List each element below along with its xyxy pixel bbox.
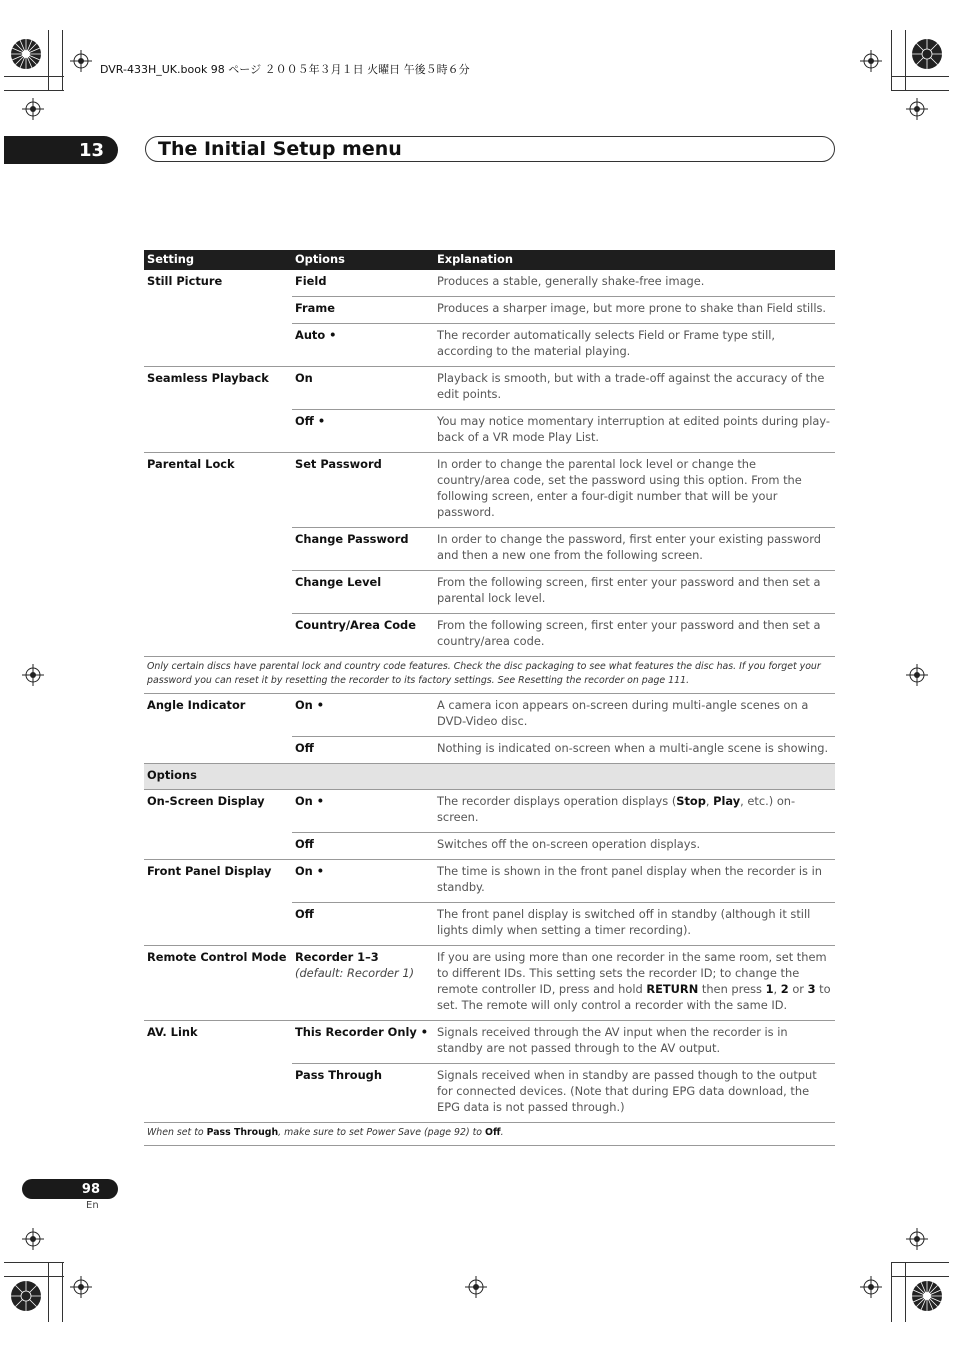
section-title-options: Options: [144, 764, 835, 790]
option-name: On •: [292, 860, 434, 903]
setting-name: Angle Indicator: [147, 698, 246, 712]
option-explanation: Signals received through the AV input when the recorder is in standby are not passed through to the AV output.: [434, 1021, 835, 1064]
option-explanation: Switches off the on-screen operation displays.: [434, 833, 835, 860]
table-row: [144, 860, 835, 903]
bold-term: RETURN: [646, 982, 699, 996]
setting-name: Still Picture: [147, 274, 223, 288]
table-row: [144, 453, 835, 528]
parental-lock-note: Only certain discs have parental lock and country code features. Check the disc packaging to see what features the disc has. If you forget your password you can reset it by resetting the recorder to its factory settings. See Resetting the recorder on page 111.: [144, 657, 835, 694]
option-explanation: In order to change the password, first enter your existing password and then a new one from the following screen.: [434, 528, 835, 571]
registration-crosshair-icon: [22, 1228, 44, 1250]
text-fragment: .: [500, 1127, 504, 1138]
header-explanation: Explanation: [434, 250, 835, 270]
setting-name: On-Screen Display: [144, 790, 292, 860]
option-explanation: Produces a sharper image, but more prone to shake than Field stills.: [434, 297, 835, 324]
option-explanation: The recorder automatically selects Field or Frame type still, according to the material playing.: [434, 324, 835, 367]
bold-term: Pass Through: [206, 1127, 279, 1138]
option-name: Off: [292, 737, 434, 764]
text-fragment: then press: [698, 982, 766, 996]
option-explanation: A camera icon appears on-screen during multi-angle scenes on a DVD-Video disc.: [437, 698, 809, 728]
option-explanation: Playback is smooth, but with a trade-off against the accuracy of the edit points.: [434, 367, 835, 410]
option-name: On: [292, 367, 434, 410]
table-note-row: [144, 1123, 835, 1146]
registration-crosshair-icon: [22, 664, 44, 686]
option-name: Country/Area Code: [292, 614, 434, 657]
option-name: Recorder 1–3: [295, 950, 379, 964]
table-row: [144, 1021, 835, 1064]
registration-wheel-icon: [10, 38, 42, 70]
text-fragment: ,: [773, 982, 781, 996]
option-name: Change Level: [292, 571, 434, 614]
option-explanation: Nothing is indicated on-screen when a multi-angle scene is showing.: [434, 737, 835, 764]
option-name: Field: [295, 274, 327, 288]
text-fragment: or: [788, 982, 808, 996]
option-explanation: [434, 790, 835, 833]
setting-name: AV. Link: [144, 1021, 292, 1123]
header-options: Options: [292, 250, 434, 270]
bold-term: 2: [780, 982, 789, 996]
text-fragment: If you are using more than one recorder in the same room, set them to different IDs. This setting sets the recorder ID; to change the remote controller ID, press and hold: [437, 950, 827, 996]
option-explanation: Signals received when in standby are passed though to the output for connected devices. (Note that during EPG data download, the EPG data is not passed through.): [434, 1064, 835, 1123]
registration-crosshair-icon: [906, 98, 928, 120]
page-number: 98: [22, 1179, 118, 1199]
option-explanation: [434, 946, 835, 1021]
table-row: [144, 946, 835, 1021]
option-explanation: The front panel display is switched off in standby (although it still lights dimly when setting a timer recording).: [434, 903, 835, 946]
registration-crosshair-icon: [906, 1228, 928, 1250]
option-name: On •: [292, 790, 434, 833]
header-setting: Setting: [144, 250, 292, 270]
text-fragment: When set to: [147, 1127, 207, 1138]
page-language: En: [86, 1200, 99, 1211]
table-header-row: [144, 250, 835, 270]
setting-name: Seamless Playback: [144, 367, 292, 453]
option-explanation: From the following screen, first enter your password and then set a country/area code.: [434, 614, 835, 657]
registration-crosshair-icon: [70, 1276, 92, 1298]
registration-crosshair-icon: [906, 664, 928, 686]
bold-term: Off: [484, 1127, 501, 1138]
option-explanation: In order to change the parental lock level or change the country/area code, set the password using this option. From the following screen, enter a four-digit number that will be your password.: [434, 453, 835, 528]
option-name: Change Password: [292, 528, 434, 571]
text-fragment: The recorder displays operation displays (: [437, 794, 677, 808]
option-name: Pass Through: [292, 1064, 434, 1123]
section-header-row: [144, 764, 835, 790]
chapter-title: The Initial Setup menu: [145, 136, 835, 162]
registration-crosshair-icon: [465, 1276, 487, 1298]
bold-term: Stop: [676, 794, 706, 808]
option-name: On •: [295, 698, 325, 712]
option-explanation: You may notice momentary interruption at edited points during play-back of a VR mode Play List.: [434, 410, 835, 453]
setting-name: Parental Lock: [144, 453, 292, 657]
settings-table: [144, 250, 835, 1146]
option-explanation: Produces a stable, generally shake-free image.: [437, 274, 705, 288]
option-name: Off: [292, 833, 434, 860]
table-row: [144, 367, 835, 410]
bold-term: Play: [713, 794, 741, 808]
registration-crosshair-icon: [860, 1276, 882, 1298]
text-fragment: , make sure to set Power Save (page 92) to: [278, 1127, 485, 1138]
table-note-row: [144, 657, 835, 694]
print-header: DVR-433H_UK.book 98 ページ ２００５年３月１日 火曜日 午後５時６分: [100, 63, 470, 76]
setting-name: Front Panel Display: [144, 860, 292, 946]
table-row: [144, 790, 835, 833]
option-name: Frame: [292, 297, 434, 324]
setting-name: Remote Control Mode: [144, 946, 292, 1021]
registration-crosshair-icon: [70, 50, 92, 72]
registration-crosshair-icon: [860, 50, 882, 72]
option-cell: [292, 946, 434, 1021]
registration-wheel-icon: [911, 1280, 943, 1312]
text-fragment: ,: [705, 794, 714, 808]
registration-crosshair-icon: [22, 98, 44, 120]
option-explanation: The time is shown in the front panel display when the recorder is in standby.: [434, 860, 835, 903]
av-link-note: [144, 1123, 835, 1146]
text-fragment: to set. The remote will only control a recorder with the same ID.: [437, 982, 831, 1012]
option-name: Off •: [292, 410, 434, 453]
text-fragment: , etc.) on-screen.: [437, 794, 796, 824]
table-row: [144, 694, 835, 737]
option-explanation: From the following screen, first enter your password and then set a parental lock level.: [434, 571, 835, 614]
bold-term: 1: [765, 982, 774, 996]
table-row: [144, 270, 835, 297]
option-name: This Recorder Only •: [292, 1021, 434, 1064]
option-name: Auto •: [292, 324, 434, 367]
bold-term: 3: [807, 982, 816, 996]
option-name: Set Password: [292, 453, 434, 528]
chapter-number: 13: [4, 136, 118, 164]
option-default-note: (default: Recorder 1): [295, 966, 415, 980]
option-name: Off: [292, 903, 434, 946]
registration-wheel-icon: [10, 1280, 42, 1312]
registration-wheel-icon: [911, 38, 943, 70]
